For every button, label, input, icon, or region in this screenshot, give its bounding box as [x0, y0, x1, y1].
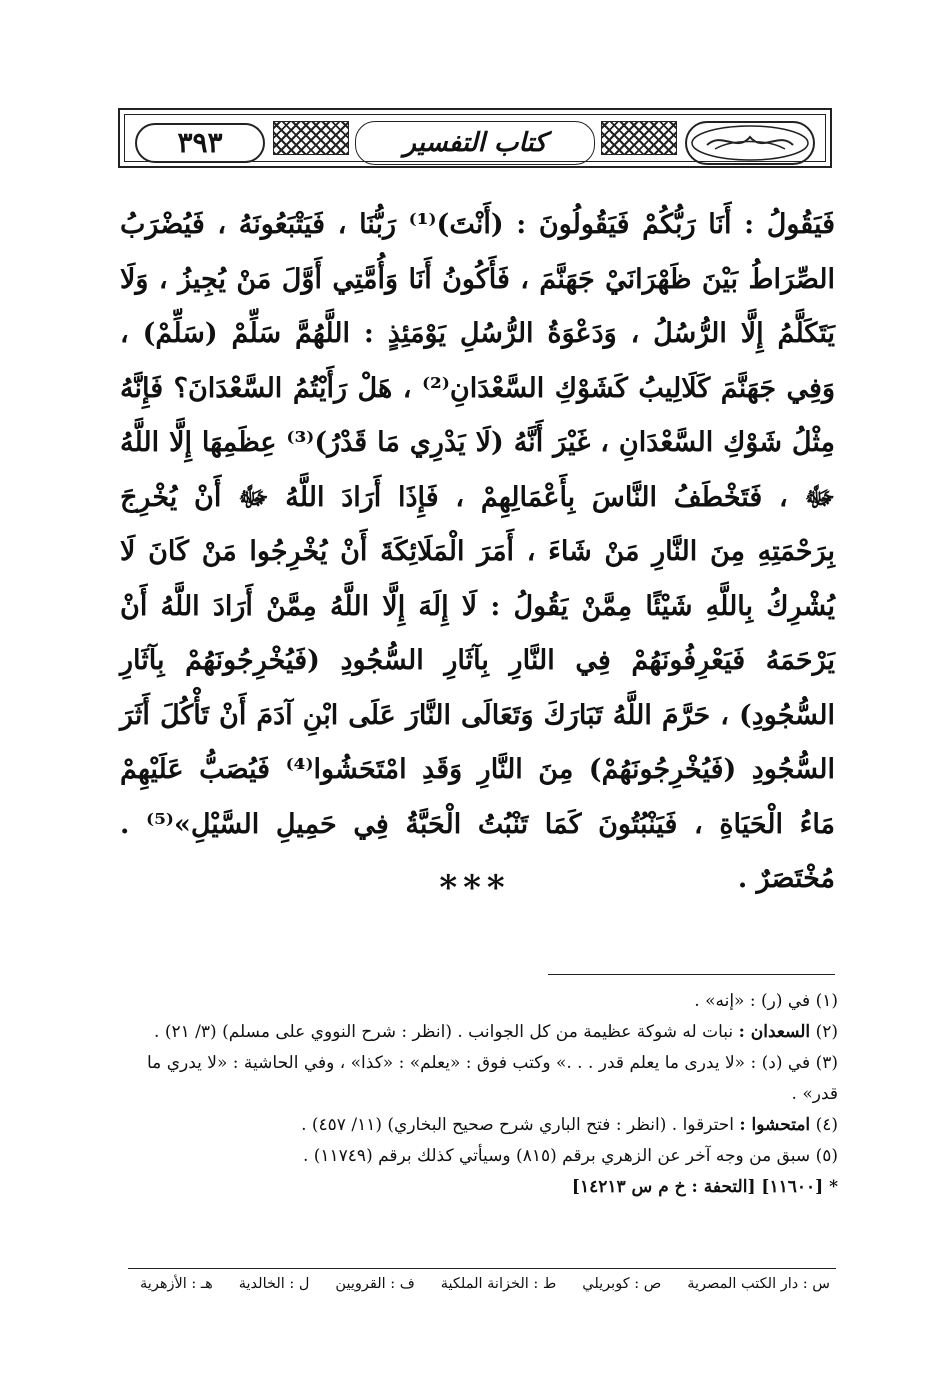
footnote-1 [130, 986, 838, 1017]
book-title: كتاب التفسير [355, 121, 595, 165]
footnote-2 [130, 1017, 838, 1048]
footnote-number: (٢) [815, 1022, 838, 1042]
footnote-3 [130, 1048, 838, 1110]
footnote-text: احترقوا . (انظر : فتح الباري شرح صحيح البخاري) (١١/ ٤٥٧) . [301, 1115, 734, 1135]
siglum-item: س : دار الكتب المصرية [687, 1276, 830, 1292]
footnote-term: امتحشوا : [739, 1115, 811, 1135]
seal-ornament-icon [687, 123, 813, 163]
footnote-rule [548, 974, 835, 975]
footnote-text: في (ر) : «إنه» . [694, 991, 811, 1011]
footnote-4 [130, 1110, 838, 1141]
ornament-left [273, 121, 349, 155]
footnote-number: (١) [815, 991, 838, 1011]
page-number: ٣٩٣ [135, 123, 265, 163]
footnote-5 [130, 1141, 838, 1172]
header-frame [124, 114, 826, 162]
footnote-text: سبق من وجه آخر عن الزهري برقم (٨١٥) وسيأتي كذلك برقم (١١٧٤٩) . [302, 1146, 811, 1166]
footnotes [130, 986, 838, 1203]
footnote-term: السعدان : [738, 1022, 811, 1042]
hadith-reference: * [١١٦٠٠] [التحفة : خ م س ١٤٢١٣] [571, 1177, 838, 1197]
footnote-number: (٤) [815, 1115, 838, 1135]
siglum-item: هـ : الأزهرية [140, 1276, 213, 1292]
siglum-item: ف : القرويين [335, 1276, 415, 1292]
section-separator: *** [439, 868, 511, 908]
book-seal-logo [685, 121, 815, 165]
page-header [118, 108, 832, 168]
siglum-item: ص : كوبريلي [582, 1276, 662, 1292]
footnote-text: في (د) : «لا يدرى ما يعلم قدر . . .» وكتب فوق : «يعلم» : «كذا» ، وفي الحاشية : «لا يدري ما قدر» . [147, 1053, 838, 1104]
footnote-number: (٥) [815, 1146, 838, 1166]
footnote-number: (٣) [815, 1053, 838, 1073]
bottom-rule [128, 1268, 836, 1269]
reference-line [130, 1172, 838, 1203]
manuscript-sigla [140, 1273, 830, 1295]
ornament-right [601, 121, 677, 155]
siglum-item: ط : الخزانة الملكية [440, 1276, 557, 1292]
hadith-text: فَيَقُولُ : أَنَا رَبُّكُمْ فَيَقُولُونَ : (أَنْتَ)⁽¹⁾ رَبُّنَا ، فَيَتْبَعُونَهُ ، فَيُضْرَبُ الصِّرَاطُ بَيْنَ ظَهْرَانَيْ جَهَنَّمَ ، فَأَكُونُ أَنَا وَأُمَّتِي أَوَّلَ مَنْ يُجِيزُ ، وَلَا يَتَكَلَّمُ إِلَّا الرُّسُلُ ، وَدَعْوَةُ الرُّسُلِ يَوْمَئِذٍ : اللَّهُمَّ سَلِّمْ (سَلِّمْ) ، وَفِي جَهَنَّمَ كَلَالِيبُ كَشَوْكِ السَّعْدَانِ⁽²⁾ ، هَلْ رَأَيْتُمُ السَّعْدَانَ؟ فَإِنَّهُ مِثْلُ شَوْكِ السَّعْدَانِ ، غَيْرَ أَنَّهُ (لَا يَدْرِي مَا قَدْرُ)⁽³⁾ عِظَمِهَا إِلَّا اللَّهُ ﷻ ، فَتَخْطَفُ النَّاسَ بِأَعْمَالِهِمْ ، فَإِذَا أَرَادَ اللَّهُ ﷻ أَنْ يُخْرِجَ بِرَحْمَتِهِ مِنَ النَّارِ مَنْ شَاءَ ، أَمَرَ الْمَلَائِكَةَ أَنْ يُخْرِجُوا مَنْ كَانَ لَا يُشْرِكُ بِاللَّهِ شَيْئًا مِمَّنْ يَقُولُ : لَا إِلَهَ إِلَّا اللَّهُ مِمَّنْ أَرَادَ اللَّهُ أَنْ يَرْحَمَهُ فَيَعْرِفُونَهُمْ فِي النَّارِ بِآثَارِ السُّجُودِ (فَيُخْرِجُونَهُمْ بِآثَارِ السُّجُودِ) ، حَرَّمَ اللَّهُ تَبَارَكَ وَتَعَالَى النَّارَ عَلَى ابْنِ آدَمَ أَنْ تَأْكُلَ أَثَرَ السُّجُودِ (فَيُخْرِجُونَهُمْ) مِنَ النَّارِ وَقَدِ امْتَحَشُوا⁽⁴⁾ فَيُصَبُّ عَلَيْهِمْ مَاءُ الْحَيَاةِ ، فَيَنْبُتُونَ كَمَا تَنْبُتُ الْحَبَّةُ فِي حَمِيلِ السَّيْلِ»⁽⁵⁾ . مُخْتَصَرٌ . [120, 209, 836, 894]
footnote-text: نبات له شوكة عظيمة من كل الجوانب . (انظر : شرح النووي على مسلم) (٣/ ٢١) . [154, 1022, 734, 1042]
siglum-item: ل : الخالدية [238, 1276, 310, 1292]
